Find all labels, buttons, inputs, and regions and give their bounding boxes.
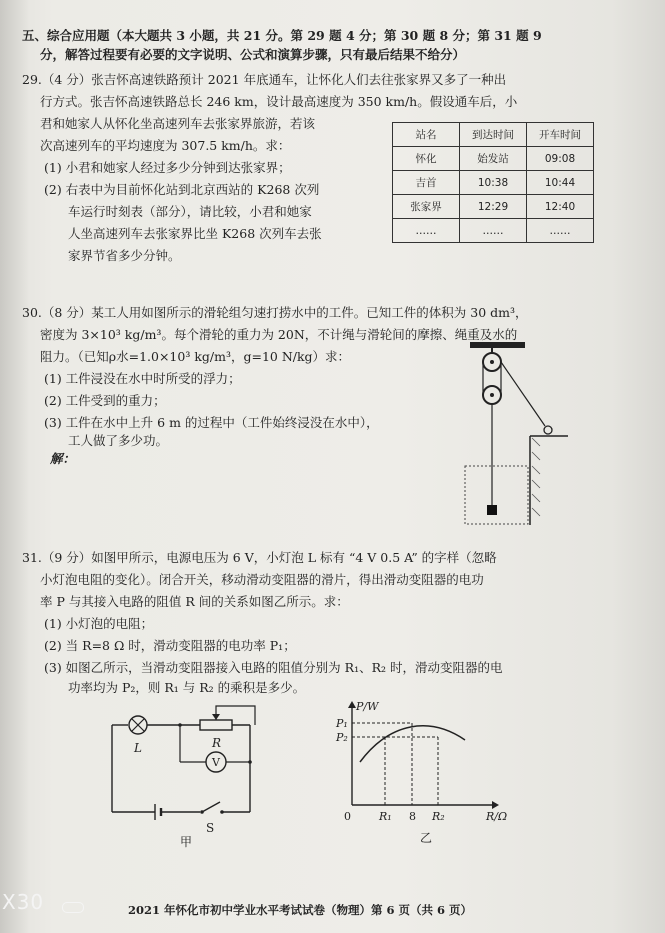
q30-sub1: (1) 工件浸没在水中时所受的浮力；: [44, 371, 241, 386]
q29-sub2-line3: 人坐高速列车去张家界比坐 K268 次列车去张: [68, 226, 322, 241]
watermark-lens-icon: [62, 902, 84, 913]
table-cell: 12:40: [527, 195, 594, 219]
q31-sub3-line2: 功率均为 P₂，则 R₁ 与 R₂ 的乘积是多少。: [68, 680, 306, 695]
q31-line3: 率 P 与其接入电路的阻值 R 间的关系如图乙所示。求：: [40, 594, 349, 609]
q29-sub2-line1: (2) 右表中为目前怀化站到北京西站的 K268 次列: [44, 182, 320, 197]
y-axis-label: P/W: [356, 700, 379, 713]
r2-label: R₂: [432, 810, 445, 823]
q31-sub3-line1: (3) 如图乙所示，当滑动变阻器接入电路的阻值分别为 R₁、R₂ 时，滑动变阻器的电: [44, 660, 503, 675]
switch-icon: [202, 802, 220, 812]
page-footer: 2021 年怀化市初中学业水平考试试卷（物理）第 6 页（共 6 页）: [128, 903, 473, 917]
figure-b-caption: 乙: [420, 831, 433, 845]
q29-line2: 行方式。张吉怀高速铁路总长 246 km，设计最高速度为 350 km/h。假设通车后，小: [40, 94, 518, 109]
q31-sub1: (1) 小灯泡的电阻；: [44, 616, 154, 631]
q29-line1: 29.（4 分）张吉怀高速铁路预计 2021 年底通车，让怀化人们去往张家界又多了一种出: [22, 72, 507, 87]
voltmeter-label: V: [212, 756, 220, 769]
q31-sub2: (2) 当 R=8 Ω 时，滑动变阻器的电功率 P₁；: [44, 638, 296, 653]
answer-mark: 解：: [50, 451, 76, 466]
table-cell: 12:29: [460, 195, 527, 219]
camera-watermark: X30: [2, 890, 45, 914]
r1-label: R₁: [379, 810, 392, 823]
q29-sub2-line2: 车运行时刻表（部分），请比较，小君和她家: [68, 204, 312, 219]
table-row: [393, 171, 594, 195]
circuit-diagram: [100, 700, 270, 850]
x-axis-label: R/Ω: [486, 810, 508, 823]
table-cell: ……: [460, 219, 527, 243]
table-cell: 吉首: [393, 171, 460, 195]
p2-label: P₂: [336, 731, 348, 744]
q30-sub3-line2: 工人做了多少功。: [68, 433, 169, 448]
table-cell: 怀化: [393, 147, 460, 171]
lamp-label: L: [134, 741, 142, 755]
table-cell: 张家界: [393, 195, 460, 219]
table-row: [393, 147, 594, 171]
rheostat-label: R: [212, 736, 222, 750]
rheostat-icon: [200, 720, 232, 730]
tick-8-label: 8: [409, 810, 416, 823]
q31-line2: 小灯泡电阻的变化）。闭合开关，移动滑动变阻器的滑片，得出滑动变阻器的电功: [40, 572, 484, 587]
q30-sub2: (2) 工件受到的重力；: [44, 393, 166, 408]
p1-label: P₁: [336, 717, 348, 730]
table-cell: ……: [393, 219, 460, 243]
slider-wire: [216, 706, 255, 725]
q30-sub3-line1: (3) 工件在水中上升 6 m 的过程中（工件始终浸没在水中），: [44, 415, 379, 430]
q29-sub2-line4: 家界节省多少分钟。: [68, 248, 181, 263]
q29-line3: 君和她家人从怀化坐高速列车去张家界旅游，若该: [40, 116, 316, 131]
origin-label: 0: [344, 810, 351, 823]
table-cell: 10:44: [527, 171, 594, 195]
q30-line2: 密度为 3×10³ kg/m³。每个滑轮的重力为 20N，不计绳与滑轮间的摩擦、绳重及水的: [40, 327, 518, 342]
timetable-header-station: 站名: [393, 123, 460, 147]
section-title-line1: 五、综合应用题（本大题共 3 小题，共 21 分。第 29 题 4 分；第 30 题 8 分；第 31 题 9: [22, 28, 542, 43]
q30-line3: 阻力。（已知ρ水=1.0×10³ kg/m³，g=10 N/kg）求：: [40, 349, 351, 364]
page-fold-shadow: [0, 0, 28, 933]
timetable-header-departure: 开车时间: [527, 123, 594, 147]
table-cell: ……: [527, 219, 594, 243]
q29-sub1: (1) 小君和她家人经过多少分钟到达张家界；: [44, 160, 291, 175]
timetable-header-arrival: 到达时间: [460, 123, 527, 147]
pulley-diagram: [460, 340, 570, 530]
section-title-line2: 分，解答过程要有必要的文字说明、公式和演算步骤，只有最后结果不给分）: [40, 47, 466, 62]
table-row: [393, 195, 594, 219]
q29-line4: 次高速列车的平均速度为 307.5 km/h。求：: [40, 138, 291, 153]
water-body: [465, 466, 528, 524]
power-curve-graph: [330, 700, 520, 850]
q30-line1: 30.（8 分）某工人用如图所示的滑轮组匀速打捞水中的工件。已知工件的体积为 30 dm³，: [22, 305, 528, 320]
q31-line1: 31.（9 分）如图甲所示，电源电压为 6 V，小灯泡 L 标有 “4 V 0.5 A” 的字样（忽略: [22, 550, 497, 565]
table-row: [393, 219, 594, 243]
rope-to-worker: [501, 362, 545, 426]
switch-label: S: [206, 821, 215, 835]
table-cell: 10:38: [460, 171, 527, 195]
table-cell: 始发站: [460, 147, 527, 171]
workpiece: [487, 505, 497, 515]
table-cell: 09:08: [527, 147, 594, 171]
figure-a-caption: 甲: [180, 835, 193, 849]
timetable-header-row: [393, 123, 594, 147]
train-timetable: [392, 122, 594, 243]
ceiling-beam: [470, 342, 525, 348]
